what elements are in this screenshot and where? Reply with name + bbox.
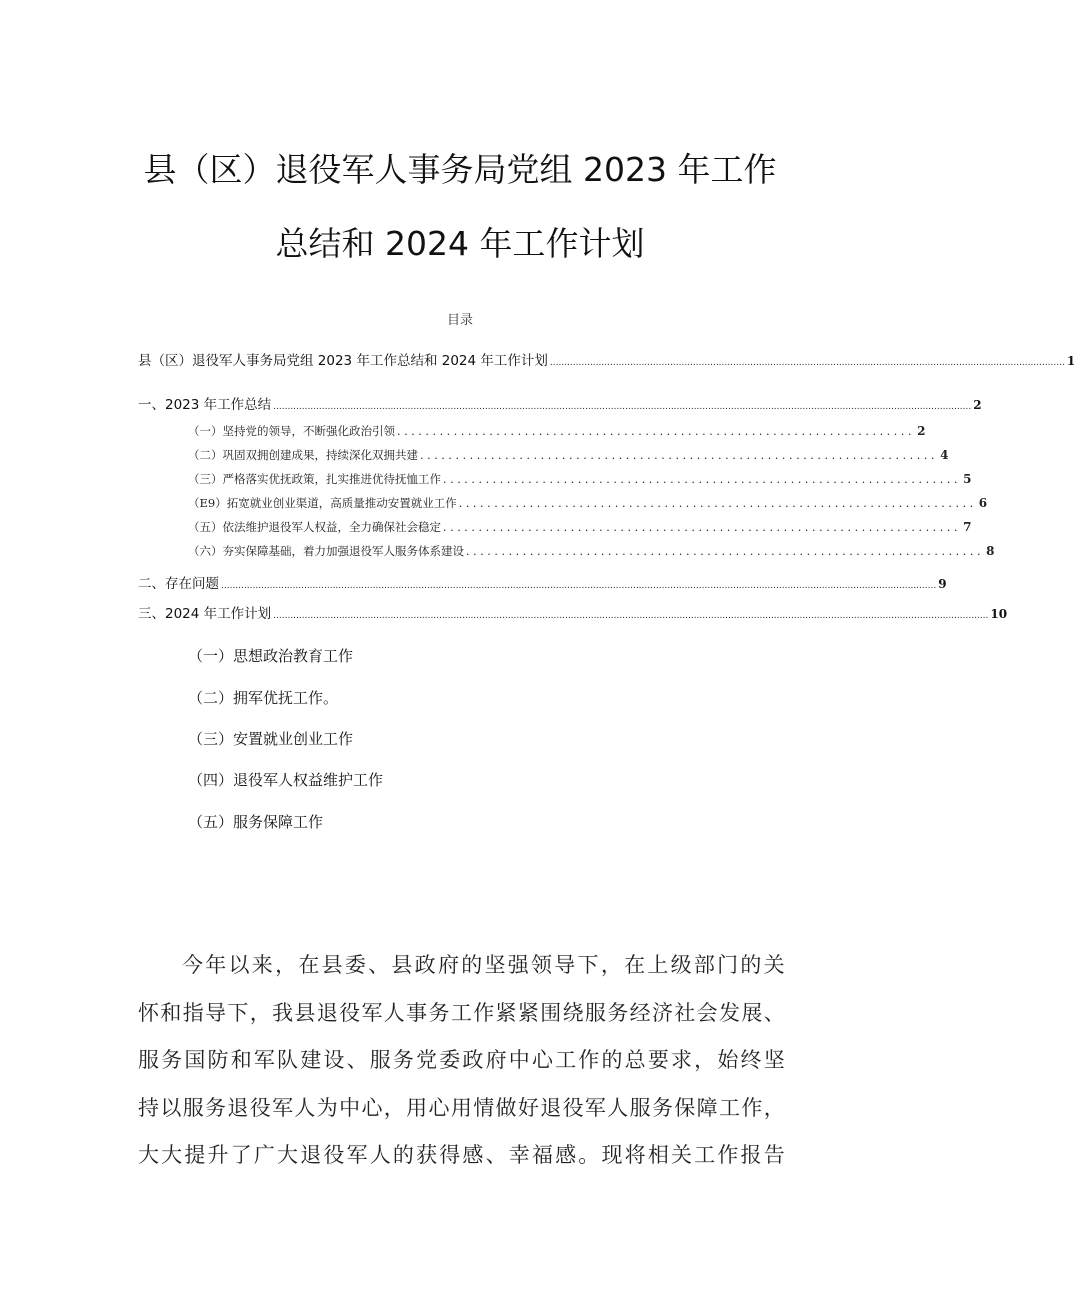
body-line-5: 大大提升了广大退役军人的获得感、幸福感。现将相关工作报告: [138, 1143, 786, 1167]
toc-leader-dots: ....................................................................................................................................................................................: [549, 358, 1065, 368]
toc-entry-text: 一、2023 年工作总结: [138, 397, 272, 413]
toc-entry-text: （一）坚持党的领导，不断强化政治引领: [188, 424, 395, 438]
toc-leader-dots: .........................................................................: [466, 545, 985, 558]
body-line-3: 服务国防和军队建设、服务党委政府中心工作的总要求，始终坚: [138, 1048, 786, 1072]
toc-leader-dots: ..........................................................................................................................................................................................................................................................: [273, 611, 989, 621]
toc-page-number: 6: [978, 496, 988, 510]
toc-leader-dots: .........................................................................: [420, 449, 939, 462]
toc-entry-text: 三、2024 年工作计划: [138, 606, 272, 622]
toc-leader-dots: .........................................................................: [443, 473, 962, 486]
toc-page-number: 8: [986, 544, 995, 558]
body-paragraph: [138, 942, 798, 1180]
toc-page-number: 2: [973, 398, 982, 412]
toc-leader-dots: .........................................................................: [397, 425, 916, 438]
toc-entry-sub-6[interactable]: [188, 542, 995, 561]
toc-entry-sub-5[interactable]: [188, 518, 972, 537]
toc-entry-section-1[interactable]: [138, 395, 982, 417]
toc-entry-sub-2[interactable]: [188, 446, 949, 465]
toc-leader-dots: ..........................................................................................................................................................................................................................................................: [221, 581, 937, 591]
document-title-line-1: 县（区）退役军人事务局党组 2023 年工作: [143, 150, 777, 189]
toc-entry-text: 二、存在问题: [138, 576, 219, 592]
toc-page-number: 10: [990, 607, 1008, 621]
toc-entry-section-3[interactable]: [138, 604, 1008, 626]
toc-entry-text: 县（区）退役军人事务局党组 2023 年工作总结和 2024 年工作计划: [138, 353, 548, 369]
toc-entry-sub-3[interactable]: [188, 470, 972, 489]
body-line-4: 持以服务退役军人为中心，用心用情做好退役军人服务保障工作，: [138, 1095, 786, 1120]
toc-entry-text: （E9）拓宽就业创业渠道，高质量推动安置就业工作: [188, 496, 457, 510]
toc-page-number: 7: [963, 520, 972, 534]
toc-page-number: 4: [940, 448, 949, 462]
plan-item-2: （二）拥军优抚工作。: [188, 689, 339, 707]
plan-item-5: （五）服务保障工作: [188, 813, 324, 831]
toc-page-number: 5: [963, 472, 972, 486]
toc-leader-dots: ....................................................................................................................................................................................................................................................: [273, 402, 972, 412]
toc-entry-section-2[interactable]: [138, 574, 947, 596]
toc-heading: 目录: [446, 313, 473, 328]
document-title-line-2: 总结和 2024 年工作计划: [275, 224, 645, 263]
toc-leader-dots: .........................................................................: [458, 497, 977, 510]
toc-entry-text: （三）严格落实优抚政策，扎实推进优待抚恤工作: [188, 472, 441, 486]
plan-item-1: （一）思想政治教育工作: [188, 647, 354, 665]
toc-page-number: 2: [917, 424, 926, 438]
body-line-1: 今年以来，在县委、县政府的坚强领导下，在上级部门的关: [182, 953, 786, 977]
body-line-2: 怀和指导下，我县退役军人事务工作紧紧围绕服务经济社会发展、: [138, 1000, 786, 1025]
toc-page-number: 1: [1066, 354, 1075, 368]
plan-item-3: （三）安置就业创业工作: [188, 730, 354, 748]
plan-item-4: （四）退役军人权益维护工作: [188, 771, 384, 789]
toc-entry-title[interactable]: [138, 351, 1075, 373]
toc-leader-dots: .........................................................................: [443, 521, 962, 534]
toc-entry-sub-1[interactable]: [188, 422, 926, 441]
toc-entry-sub-4[interactable]: [188, 494, 988, 513]
toc-entry-text: （六）夯实保障基础，着力加强退役军人服务体系建设: [188, 544, 464, 558]
toc-page-number: 9: [938, 577, 947, 591]
toc-entry-text: （二）巩固双拥创建成果，持续深化双拥共建: [188, 448, 418, 462]
toc-entry-text: （五）依法维护退役军人权益，全力确保社会稳定: [188, 520, 441, 534]
